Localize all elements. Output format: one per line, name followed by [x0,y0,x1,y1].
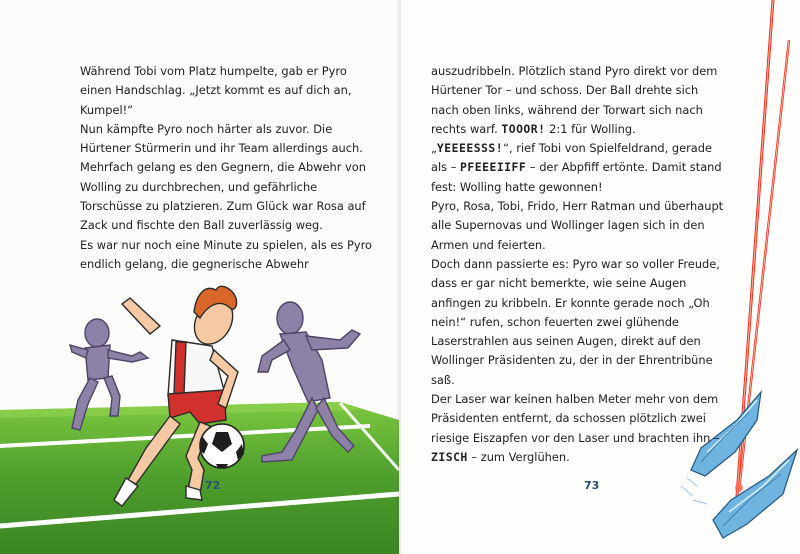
text-line: dass er gar nicht bemerkte, wie seine Augen [431,276,687,291]
shout-word: TOOOR! [501,121,546,136]
text-line: saß. [431,372,455,387]
text-span: „ [431,141,437,156]
text-line: anfingen zu kribbeln. Er konnte gerade noch „Oh [431,295,710,310]
text-line: Torschüsse zu platzieren. Zum Glück war Rosa auf [80,199,366,214]
shout-word: PFEEEIIFF [460,160,527,175]
text-line: nach oben links, während der Torwart sich nach [431,102,703,117]
right-page-text [431,62,791,467]
text-span: 2:1 für Wolling. [545,121,636,136]
soccer-ball-icon [200,424,244,468]
text-line: Armen und feierten. [431,237,546,252]
text-line: Es war nur noch eine Minute zu spielen, als es Pyro [80,237,372,252]
text-line: auszudribbeln. Plötzlich stand Pyro direkt vor dem [431,64,718,78]
text-span: rechts warf. [431,121,502,136]
text-line [431,120,791,139]
text-line: Doch dann passierte es: Pyro war so voller Freude, [431,256,720,271]
text-line: Hürtener Tor – und schoss. Der Ball drehte sich [431,83,699,98]
text-line: Der Laser war keinen halben Meter mehr von dem [431,392,719,407]
right-page [401,0,800,554]
page-number-left: 72 [205,479,221,492]
text-line: Präsidenten entfernt, da schossen plötzlich zwei [431,411,706,426]
shout-word: YEEEESSS! [436,141,504,156]
text-line: fest: Wolling hatte gewonnen! [431,179,603,194]
shout-word: ZISCH [431,449,468,464]
text-line: Nun kämpfte Pyro noch härter als zuvor. Die [80,121,333,136]
text-line: Während Tobi vom Platz humpelte, gab er Pyro [80,64,347,78]
text-line: endlich gelang, die gegnerische Abwehr [80,256,309,271]
text-span: “, rief Tobi von Spielfeldrand, gerade [503,141,713,156]
text-line: nein!“ rufen, schon feuerten zwei glühende [431,314,679,329]
text-line: riesige Eiszapfen vor den Laser und brachten ihn – [431,430,720,445]
text-line: Kumpel!“ [80,102,134,117]
text-line [431,139,791,158]
text-line [431,448,791,467]
text-line: Mehrfach gelang es den Gegnern, die Abwehr von [80,160,366,175]
text-span: als – [431,160,461,175]
text-line: alle Supernovas und Wollinger lagen sich in den [431,218,705,233]
text-line: Hürtener Stürmerin und ihr Team allerdings auch. [80,141,363,156]
text-line [431,158,791,177]
page-number-right: 73 [584,479,600,492]
text-line: Wollinger Präsidenten zu, der in der Ehrentribüne [431,353,713,368]
text-span: – der Abpfiff ertönte. Damit stand [526,160,722,175]
text-line: Zack und fischte den Ball zuverlässig weg. [80,218,323,233]
text-line: Pyro, Rosa, Tobi, Frido, Herr Ratman und überhaupt [431,199,724,214]
text-line: einen Handschlag. „Jetzt kommt es auf dich an, [80,83,352,98]
left-page-text [80,62,380,274]
text-span: – zum Verglühen. [467,449,570,464]
text-line: Wolling zu durchbrechen, und gefährliche [80,179,318,194]
left-page [0,0,399,554]
text-line: Laserstrahlen aus seinen Augen, direkt auf den [431,334,701,349]
